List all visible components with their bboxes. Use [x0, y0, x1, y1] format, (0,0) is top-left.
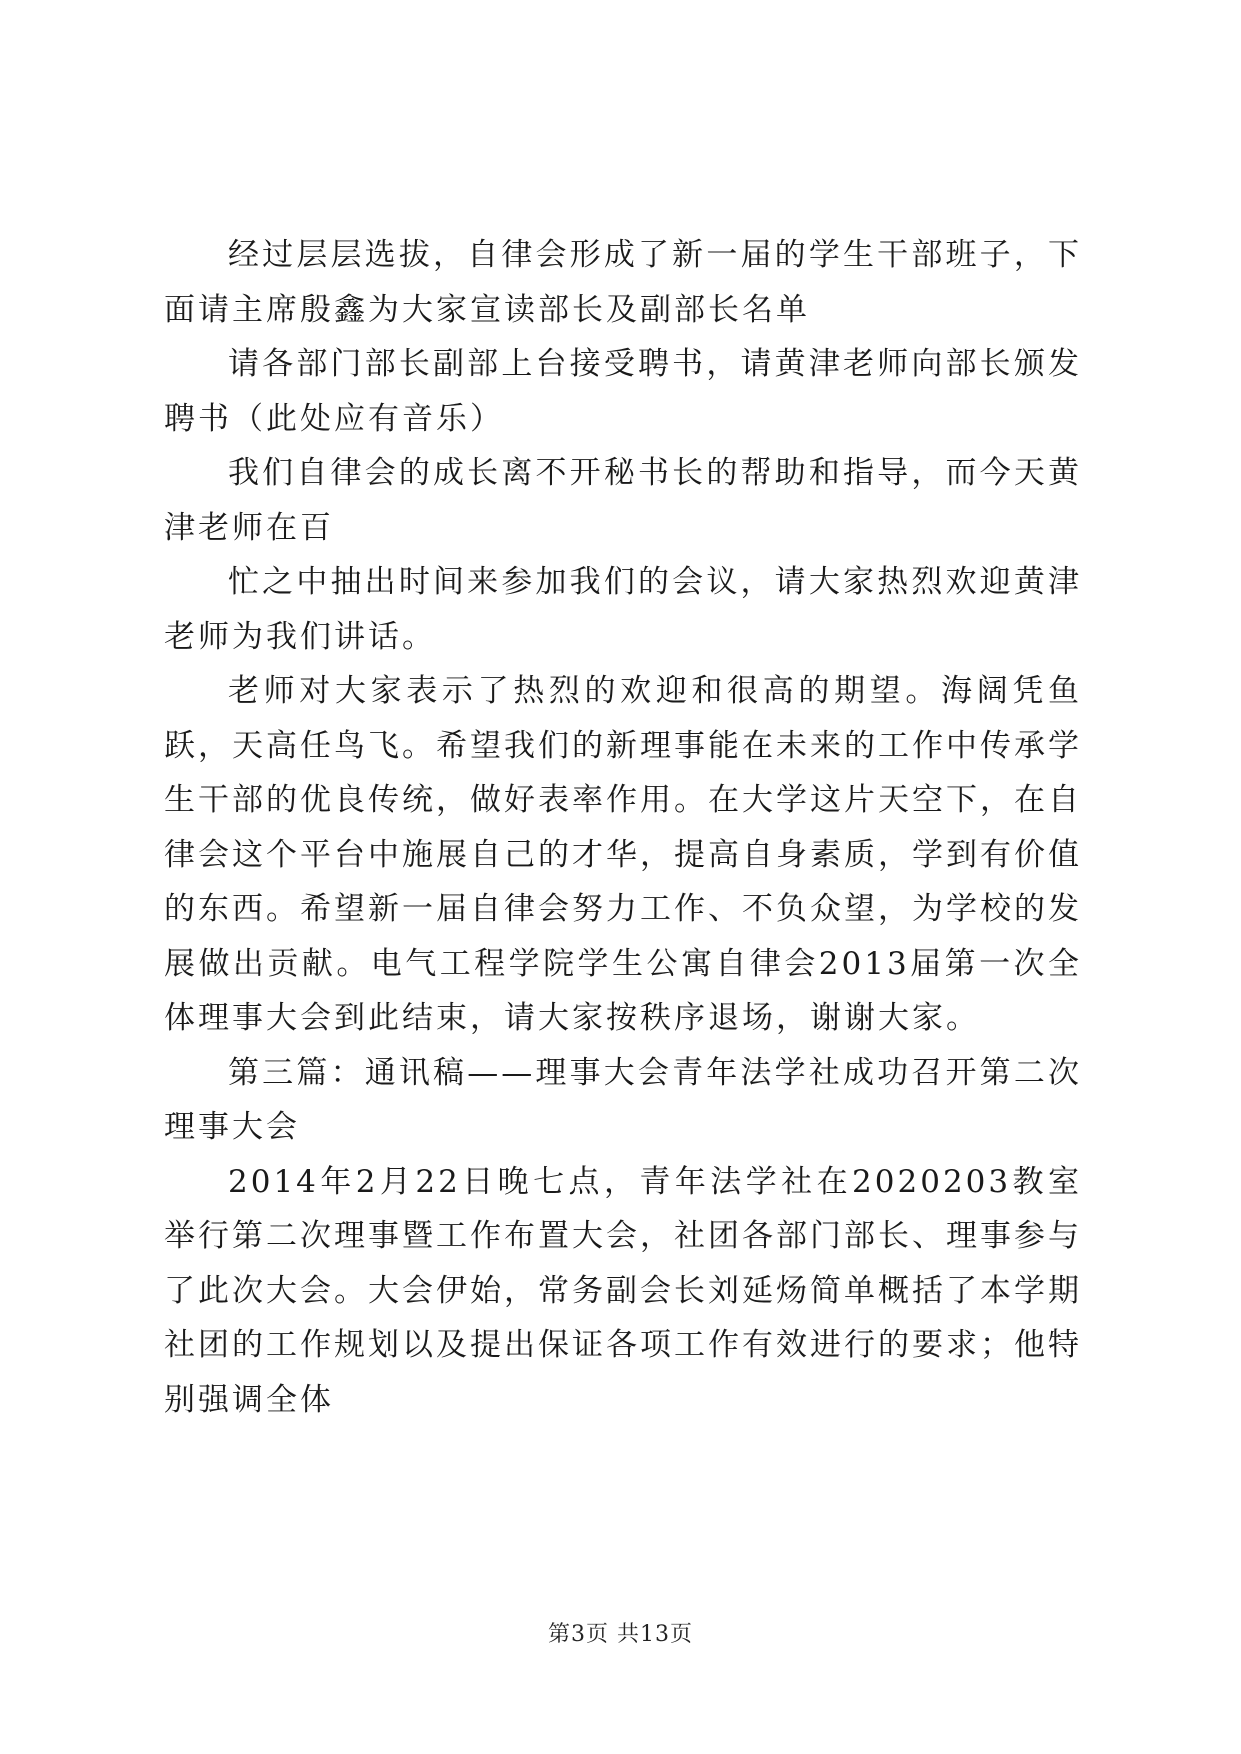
section-heading: 第三篇：通讯稿——理事大会青年法学社成功召开第二次理事大会: [164, 1054, 1082, 1145]
paragraph-1: 经过层层选拔，自律会形成了新一届的学生干部班子，下面请主席殷鑫为大家宣读部长及副部长名单: [164, 237, 1082, 328]
paragraph-4: 忙之中抽出时间来参加我们的会议，请大家热烈欢迎黄津老师为我们讲话。: [164, 564, 1082, 655]
paragraph-3: 我们自律会的成长离不开秘书长的帮助和指导，而今天黄津老师在百: [164, 455, 1082, 546]
paragraph-2: 请各部门部长副部上台接受聘书，请黄津老师向部长颁发聘书（此处应有音乐）: [164, 346, 1082, 437]
paragraph-5: 老师对大家表示了热烈的欢迎和很高的期望。海阔凭鱼跃，天高任鸟飞。希望我们的新理事能在未来的工作中传承学生干部的优良传统，做好表率作用。在大学这片天空下，在自律会这个平台中施展自己的才华，提高自身素质，学到有价值的东西。希望新一届自律会努力工作、不负众望，为学校的发展做出贡献。电气工程学院学生公寓自律会2013届第一次全体理事大会到此结束，请大家按秩序退场，谢谢大家。: [164, 673, 1082, 1036]
page-number-footer: 第3页 共13页: [548, 1622, 693, 1647]
paragraph-7: 2014年2月22日晚七点，青年法学社在2020203教室举行第二次理事暨工作布置大会，社团各部门部长、理事参与了此次大会。大会伊始，常务副会长刘延炀简单概括了本学期社团的工作规划以及提出保证各项工作有效进行的要求；他特别强调全体: [164, 1163, 1082, 1418]
document-body: [164, 228, 1082, 1427]
